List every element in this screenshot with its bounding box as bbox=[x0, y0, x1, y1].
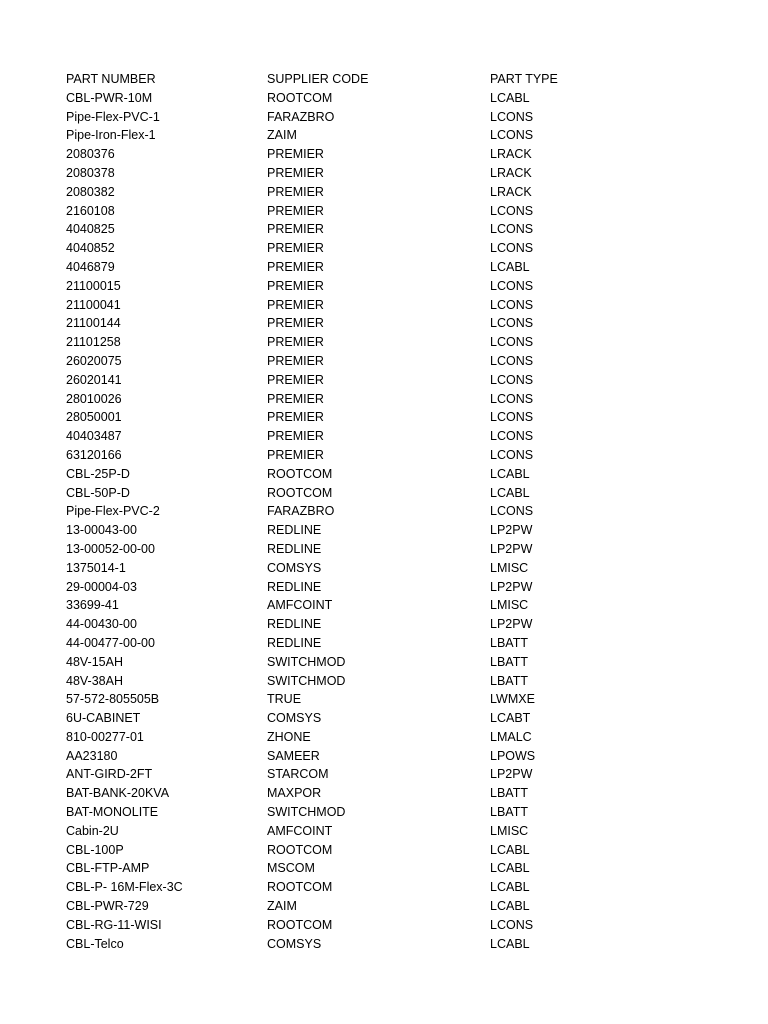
supplier-code-cell: PREMIER bbox=[267, 297, 324, 312]
part-number-cell: AA23180 bbox=[66, 748, 118, 763]
part-type-cell: LP2PW bbox=[490, 579, 533, 594]
supplier-code-cell: REDLINE bbox=[267, 579, 322, 594]
part-type-cell: LCONS bbox=[490, 372, 534, 387]
table-row bbox=[66, 296, 706, 315]
table-row bbox=[66, 239, 706, 258]
part-number-cell: 4040825 bbox=[66, 222, 115, 237]
part-number-cell: CBL-RG-11-WISI bbox=[66, 917, 162, 932]
part-number-cell: 2080382 bbox=[66, 184, 115, 199]
part-number-cell: CBL-25P-D bbox=[66, 466, 130, 481]
part-type-cell: LCONS bbox=[490, 222, 534, 237]
part-type-cell: LCABL bbox=[490, 466, 530, 481]
table-row bbox=[66, 672, 706, 691]
supplier-code-cell: TRUE bbox=[267, 692, 302, 707]
supplier-code-cell: PREMIER bbox=[267, 241, 324, 256]
part-number-cell: Pipe-Flex-PVC-1 bbox=[66, 109, 160, 124]
supplier-code-cell: REDLINE bbox=[267, 617, 322, 632]
part-type-cell: LMISC bbox=[490, 560, 529, 575]
supplier-code-cell: SWITCHMOD bbox=[267, 654, 346, 669]
table-row bbox=[66, 277, 706, 296]
supplier-code-cell: MSCOM bbox=[267, 861, 315, 876]
part-type-cell: LBATT bbox=[490, 654, 528, 669]
supplier-code-cell: PREMIER bbox=[267, 203, 324, 218]
header-supplier-code: SUPPLIER CODE bbox=[267, 72, 369, 86]
part-type-cell: LCONS bbox=[490, 447, 534, 462]
part-type-cell: LCABL bbox=[490, 842, 530, 857]
table-row bbox=[66, 897, 706, 916]
supplier-code-cell: PREMIER bbox=[267, 316, 324, 331]
table-header-row bbox=[66, 70, 706, 89]
part-number-cell: 33699-41 bbox=[66, 598, 119, 613]
part-number-cell: ANT-GIRD-2FT bbox=[66, 767, 153, 782]
supplier-code-cell: PREMIER bbox=[267, 147, 324, 162]
part-type-cell: LCONS bbox=[490, 128, 534, 143]
parts-table bbox=[66, 70, 706, 953]
table-row bbox=[66, 183, 706, 202]
part-number-cell: 26020141 bbox=[66, 372, 122, 387]
table-row bbox=[66, 765, 706, 784]
part-type-cell: LCABL bbox=[490, 936, 530, 951]
table-row bbox=[66, 935, 706, 954]
part-number-cell: CBL-100P bbox=[66, 842, 124, 857]
supplier-code-cell: SWITCHMOD bbox=[267, 805, 346, 820]
supplier-code-cell: PREMIER bbox=[267, 372, 324, 387]
part-number-cell: CBL-PWR-729 bbox=[66, 899, 149, 914]
table-row bbox=[66, 690, 706, 709]
supplier-code-cell: ROOTCOM bbox=[267, 880, 333, 895]
part-type-cell: LCONS bbox=[490, 410, 534, 425]
part-number-cell: CBL-50P-D bbox=[66, 485, 130, 500]
part-type-cell: LCABL bbox=[490, 485, 530, 500]
table-row bbox=[66, 220, 706, 239]
supplier-code-cell: SWITCHMOD bbox=[267, 673, 346, 688]
supplier-code-cell: AMFCOINT bbox=[267, 598, 333, 613]
table-row bbox=[66, 615, 706, 634]
table-row bbox=[66, 803, 706, 822]
table-row bbox=[66, 390, 706, 409]
part-type-cell: LCONS bbox=[490, 203, 534, 218]
supplier-code-cell: REDLINE bbox=[267, 635, 322, 650]
part-type-cell: LCABL bbox=[490, 90, 530, 105]
supplier-code-cell: SAMEER bbox=[267, 748, 320, 763]
table-row bbox=[66, 747, 706, 766]
table-row bbox=[66, 314, 706, 333]
supplier-code-cell: PREMIER bbox=[267, 184, 324, 199]
supplier-code-cell: ROOTCOM bbox=[267, 485, 333, 500]
part-number-cell: 2080376 bbox=[66, 147, 115, 162]
table-row bbox=[66, 728, 706, 747]
part-type-cell: LCONS bbox=[490, 278, 534, 293]
part-number-cell: Cabin-2U bbox=[66, 823, 119, 838]
supplier-code-cell: AMFCOINT bbox=[267, 823, 333, 838]
table-row bbox=[66, 841, 706, 860]
part-type-cell: LBATT bbox=[490, 673, 528, 688]
part-type-cell: LP2PW bbox=[490, 767, 533, 782]
part-type-cell: LCONS bbox=[490, 917, 534, 932]
table-row bbox=[66, 709, 706, 728]
part-type-cell: LMALC bbox=[490, 729, 532, 744]
table-row bbox=[66, 634, 706, 653]
part-number-cell: 48V-15AH bbox=[66, 654, 123, 669]
part-type-cell: LCONS bbox=[490, 109, 534, 124]
table-row bbox=[66, 145, 706, 164]
part-type-cell: LCABL bbox=[490, 899, 530, 914]
part-type-cell: LBATT bbox=[490, 635, 528, 650]
table-row bbox=[66, 258, 706, 277]
supplier-code-cell: PREMIER bbox=[267, 429, 324, 444]
table-body bbox=[66, 89, 706, 954]
table-row bbox=[66, 108, 706, 127]
table-row bbox=[66, 822, 706, 841]
part-number-cell: CBL-Telco bbox=[66, 936, 124, 951]
table-row bbox=[66, 559, 706, 578]
table-row bbox=[66, 878, 706, 897]
table-row bbox=[66, 484, 706, 503]
table-row bbox=[66, 596, 706, 615]
part-type-cell: LP2PW bbox=[490, 541, 533, 556]
table-row bbox=[66, 408, 706, 427]
table-row bbox=[66, 784, 706, 803]
table-row bbox=[66, 578, 706, 597]
header-part-type: PART TYPE bbox=[490, 72, 558, 86]
part-type-cell: LCONS bbox=[490, 316, 534, 331]
part-number-cell: 21100041 bbox=[66, 297, 121, 312]
part-type-cell: LRACK bbox=[490, 147, 532, 162]
table-row bbox=[66, 164, 706, 183]
part-number-cell: 40403487 bbox=[66, 429, 122, 444]
supplier-code-cell: REDLINE bbox=[267, 541, 322, 556]
part-type-cell: LCONS bbox=[490, 335, 534, 350]
part-type-cell: LCABL bbox=[490, 880, 530, 895]
supplier-code-cell: COMSYS bbox=[267, 711, 322, 726]
part-number-cell: 810-00277-01 bbox=[66, 729, 144, 744]
supplier-code-cell: MAXPOR bbox=[267, 786, 322, 801]
table-row bbox=[66, 521, 706, 540]
supplier-code-cell: ZAIM bbox=[267, 128, 297, 143]
table-row bbox=[66, 126, 706, 145]
table-row bbox=[66, 502, 706, 521]
table-row bbox=[66, 465, 706, 484]
part-type-cell: LMISC bbox=[490, 823, 529, 838]
table-row bbox=[66, 333, 706, 352]
supplier-code-cell: FARAZBRO bbox=[267, 504, 335, 519]
table-row bbox=[66, 202, 706, 221]
part-number-cell: 2160108 bbox=[66, 203, 115, 218]
part-number-cell: 21100144 bbox=[66, 316, 121, 331]
supplier-code-cell: COMSYS bbox=[267, 560, 322, 575]
supplier-code-cell: ROOTCOM bbox=[267, 917, 333, 932]
table-row bbox=[66, 540, 706, 559]
part-type-cell: LCONS bbox=[490, 241, 534, 256]
supplier-code-cell: PREMIER bbox=[267, 222, 324, 237]
table-row bbox=[66, 916, 706, 935]
part-number-cell: Pipe-Iron-Flex-1 bbox=[66, 128, 156, 143]
part-number-cell: 6U-CABINET bbox=[66, 711, 141, 726]
part-type-cell: LBATT bbox=[490, 786, 528, 801]
part-number-cell: CBL-P- 16M-Flex-3C bbox=[66, 880, 183, 895]
part-type-cell: LCONS bbox=[490, 353, 534, 368]
supplier-code-cell: PREMIER bbox=[267, 353, 324, 368]
header-part-number: PART NUMBER bbox=[66, 72, 156, 86]
part-number-cell: 44-00477-00-00 bbox=[66, 635, 155, 650]
part-number-cell: 4046879 bbox=[66, 259, 115, 274]
table-row bbox=[66, 371, 706, 390]
part-number-cell: BAT-MONOLITE bbox=[66, 805, 159, 820]
part-number-cell: 21101258 bbox=[66, 335, 121, 350]
part-type-cell: LCONS bbox=[490, 504, 534, 519]
part-type-cell: LCABL bbox=[490, 861, 530, 876]
supplier-code-cell: PREMIER bbox=[267, 410, 324, 425]
part-number-cell: 44-00430-00 bbox=[66, 617, 137, 632]
part-number-cell: 13-00052-00-00 bbox=[66, 541, 155, 556]
part-type-cell: LCABT bbox=[490, 711, 531, 726]
part-number-cell: 28050001 bbox=[66, 410, 122, 425]
part-number-cell: 63120166 bbox=[66, 447, 122, 462]
part-number-cell: CBL-FTP-AMP bbox=[66, 861, 150, 876]
supplier-code-cell: ROOTCOM bbox=[267, 842, 333, 857]
supplier-code-cell: COMSYS bbox=[267, 936, 322, 951]
part-type-cell: LRACK bbox=[490, 165, 532, 180]
table-row bbox=[66, 352, 706, 371]
part-number-cell: BAT-BANK-20KVA bbox=[66, 786, 170, 801]
table-row bbox=[66, 653, 706, 672]
part-number-cell: CBL-PWR-10M bbox=[66, 90, 153, 105]
supplier-code-cell: PREMIER bbox=[267, 259, 324, 274]
part-type-cell: LCONS bbox=[490, 297, 534, 312]
table-row bbox=[66, 446, 706, 465]
part-type-cell: LP2PW bbox=[490, 617, 533, 632]
part-number-cell: 57-572-805505B bbox=[66, 692, 160, 707]
part-type-cell: LWMXE bbox=[490, 692, 535, 707]
supplier-code-cell: PREMIER bbox=[267, 278, 324, 293]
supplier-code-cell: REDLINE bbox=[267, 523, 322, 538]
part-number-cell: 1375014-1 bbox=[66, 560, 126, 575]
table-row bbox=[66, 859, 706, 878]
supplier-code-cell: ZHONE bbox=[267, 729, 311, 744]
part-number-cell: 26020075 bbox=[66, 353, 122, 368]
part-type-cell: LRACK bbox=[490, 184, 532, 199]
supplier-code-cell: ROOTCOM bbox=[267, 466, 333, 481]
part-number-cell: 48V-38AH bbox=[66, 673, 123, 688]
table-row bbox=[66, 89, 706, 108]
supplier-code-cell: STARCOM bbox=[267, 767, 329, 782]
part-type-cell: LCONS bbox=[490, 429, 534, 444]
part-number-cell: 4040852 bbox=[66, 241, 115, 256]
part-type-cell: LPOWS bbox=[490, 748, 536, 763]
table-row bbox=[66, 427, 706, 446]
supplier-code-cell: ROOTCOM bbox=[267, 90, 333, 105]
part-number-cell: Pipe-Flex-PVC-2 bbox=[66, 504, 160, 519]
supplier-code-cell: ZAIM bbox=[267, 899, 297, 914]
part-number-cell: 28010026 bbox=[66, 391, 122, 406]
supplier-code-cell: PREMIER bbox=[267, 165, 324, 180]
part-number-cell: 21100015 bbox=[66, 278, 121, 293]
supplier-code-cell: PREMIER bbox=[267, 447, 324, 462]
part-type-cell: LCABL bbox=[490, 259, 530, 274]
part-number-cell: 2080378 bbox=[66, 165, 115, 180]
supplier-code-cell: PREMIER bbox=[267, 335, 324, 350]
part-type-cell: LMISC bbox=[490, 598, 529, 613]
part-type-cell: LBATT bbox=[490, 805, 528, 820]
part-number-cell: 13-00043-00 bbox=[66, 523, 137, 538]
supplier-code-cell: FARAZBRO bbox=[267, 109, 335, 124]
part-type-cell: LCONS bbox=[490, 391, 534, 406]
part-type-cell: LP2PW bbox=[490, 523, 533, 538]
supplier-code-cell: PREMIER bbox=[267, 391, 324, 406]
part-number-cell: 29-00004-03 bbox=[66, 579, 137, 594]
